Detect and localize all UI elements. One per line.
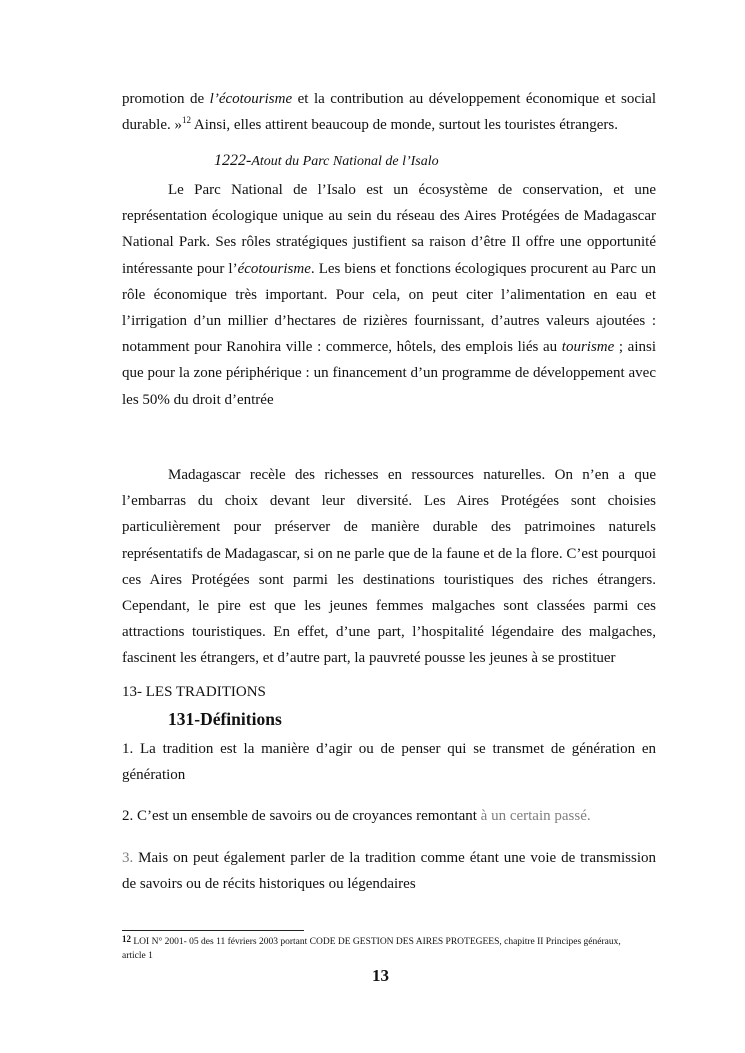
definition-1: 1. La tradition est la manière d’agir ou de penser qui se transmet de génération en génération (122, 741, 656, 784)
subsection-heading-definitions: 131-Définitions (168, 709, 282, 729)
definition-3: 3. Mais on peut également parler de la tradition comme étant une voie de transmission de savoirs ou de récits historiques ou légendaires (122, 850, 656, 893)
definition-2: 2. C’est un ensemble de savoirs ou de croyances remontant à un certain passé. (122, 808, 591, 824)
footnote-separator (122, 930, 304, 931)
page-number: 13 (372, 966, 389, 985)
footnote-number: 12 (122, 934, 131, 944)
paragraph-ecotourism-end: promotion de l’écotourisme et la contribution au développement économique et social durable. »$^{12}$ Ainsi, elles attirent beaucoup de monde, surtout les touristes étrangers. (122, 91, 657, 134)
subheading-isalo: 1222-Atout du Parc National de l’Isalo (214, 152, 439, 169)
paragraph-isalo: Le Parc National de l’Isalo est un écosystème de conservation, et une représentation écologique unique au sein du réseau des Aires Protégées de Madagascar National Park. Ses rôles stratégiques justifient sa raison d’être Il offre une opportunité intéressante pour l’écotourisme. Les biens et fonctions écologiques procurent au Parc un rôle économique très important. Pour cela, on peut citer l’alimentation en eau et l’irrigation d’un millier d’hectares de rizières fournissant, d’autres valeurs ajoutées : notamment pour Ranohira ville : commerce, hôtels, des emplois liés au tourisme ; ainsi que pour la zone périphérique : un financement d’un programme de développement avec les 50% du droit d’entrée (122, 182, 657, 408)
footnote-ref-12: 12 (181, 115, 191, 126)
footnote: $^{12}$ LOI N° 2001- 05 des 11 févriers 2003 portant CODE DE GESTION DES AIRES PROTEGEES, chapitre II Principes généraux, article 1 (122, 934, 621, 961)
section-heading-traditions: 13- LES TRADITIONS (122, 684, 266, 700)
paragraph-madagascar: Madagascar recèle des richesses en ressources naturelles. On n’en a que l’embarras du choix devant leur diversité. Les Aires Protégées sont choisies particulièrement pour préserver de manière durable des patrimoines naturels représentatifs de Madagascar, si on ne parle que de la faune et de la flore. C’est pourquoi ces Aires Protégées sont parmi les destinations touristiques des riches étrangers. Cependant, le pire est que les jeunes femmes malgaches sont classées parmi ces attractions touristiques. En effet, d’une part, l’hospitalité légendaire des malgaches, fascinent les étrangers, et d’autre part, la pauvreté pousse les jeunes à se prostituer (122, 467, 656, 667)
